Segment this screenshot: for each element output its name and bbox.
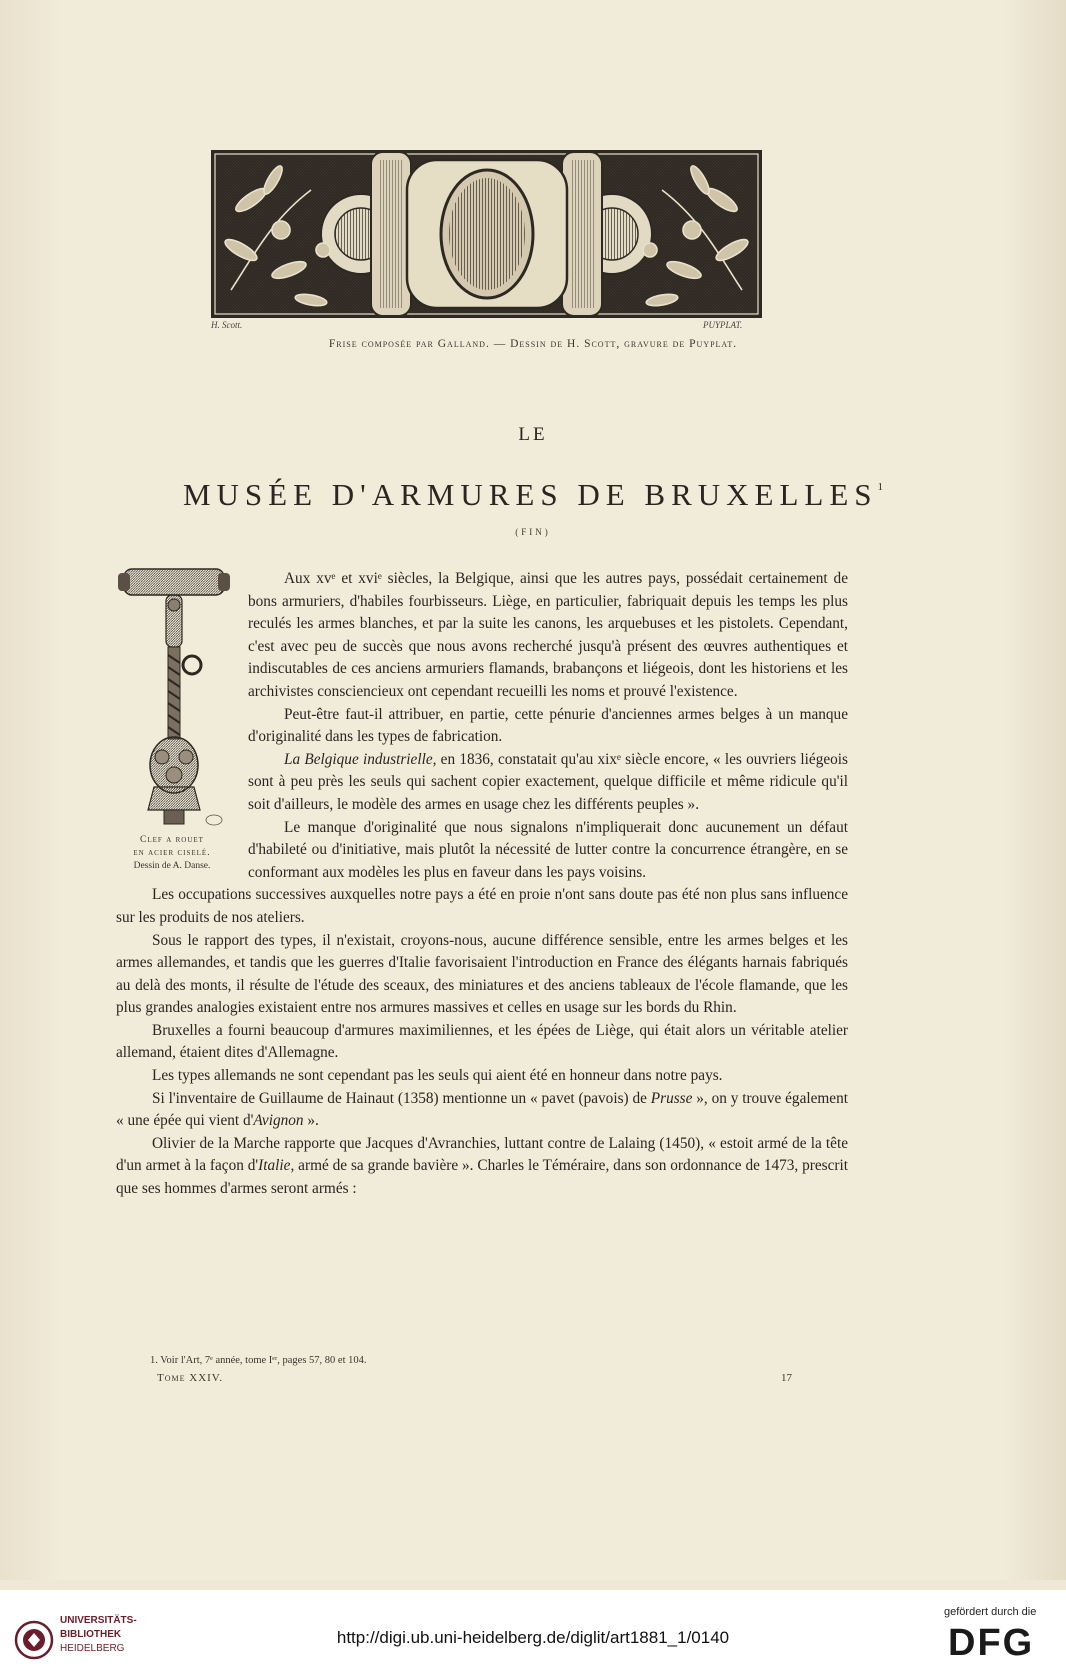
paragraph-10-part-b: , armé de sa grande bavière ». Charles le Téméraire, dans son ordonnance de 1473, prescrit que ses hommes d'armes seront armés : bbox=[116, 1157, 848, 1198]
paragraph-10-italic-italie: Italie bbox=[258, 1157, 291, 1175]
paragraph-6: Sous le rapport des types, il n'existait, croyons-nous, aucune différence sensible, entre les armes belges et les armes allemandes, et tandis que les guerres d'Italie favorisaient l'introduction en France des élégants harnais fabriqués au delà des monts, il résulte de l'étude des sceaux, des miniatures et des anciens tableaux de l'école flamande, que les plus grandes analogies existaient entre nos armures massives et celles en usage sur les bords du Rhin. bbox=[116, 931, 848, 1017]
illustration-caption-material: en acier ciselé. bbox=[133, 848, 211, 858]
illustration-caption-title: Clef a rouet bbox=[140, 835, 204, 845]
paragraph-3-text: en 1836, constatait qu'au xixᵉ siècle encore, « les ouvriers liégeois sont à peu près les seuls qui sachent copier exactement, quelque difficile et même ridicule qu'il soit d'ailleurs, le modèle des armes en usage chez les différents peuples ». bbox=[248, 750, 849, 813]
paragraph-9-part-b: », on y trouve également « une épée qui vient d' bbox=[116, 1089, 848, 1130]
paragraph-1: Aux xvᵉ et xviᵉ siècles, la Belgique, ainsi que les autres pays, possédait certainement de bons armuriers, d'habiles fourbisseurs. Liège, en particulier, fabriquait depuis les temps les plus reculés les armes blanches, et par la suite les canons, les arquebuses et les pistolets. Cependant, c'est avec peu de succès que nous avons recherché jusqu'à présent des œuvres authentiques et indiscutables de ces anciens armuriers flamands, brabançons et liégeois, dont les historiens et les archivistes consciencieux ont cependant recueilli les noms et prouvé l'existence. bbox=[248, 570, 848, 700]
article-subtitle: (FIN) bbox=[515, 527, 551, 537]
footnote: 1. Voir l'Art, 7ᵉ année, tome Iᵉʳ, pages 57, 80 et 104. bbox=[150, 1355, 367, 1366]
frieze-engraving bbox=[211, 150, 762, 318]
paragraph-8: Les types allemands ne sont cependant pas les seuls qui aient été en honneur dans notre pays. bbox=[152, 1067, 723, 1085]
paragraph-9-italic-avignon: Avignon bbox=[253, 1112, 304, 1130]
institution-line-2: BIBLIOTHEK bbox=[60, 1629, 122, 1640]
dfg-logo: DFG bbox=[948, 1622, 1035, 1664]
paragraph-3-italic: La Belgique industrielle, bbox=[284, 750, 437, 768]
institution-line-3: HEIDELBERG bbox=[60, 1643, 125, 1654]
illustration-float-space bbox=[116, 568, 248, 882]
article-title-text: MUSÉE D'ARMURES DE BRUXELLES bbox=[182, 477, 878, 512]
frieze-signature-right: PUYPLAT. bbox=[703, 320, 743, 330]
permalink-url[interactable]: http://digi.ub.uni-heidelberg.de/diglit/art1881_1/0140 bbox=[336, 1628, 730, 1647]
paragraph-2: Peut-être faut-il attribuer, en partie, cette pénurie d'anciennes armes belges à un manque d'originalité dans les types de fabrication. bbox=[248, 705, 848, 746]
article-title bbox=[0, 477, 1066, 513]
paragraph-9-part-a: Si l'inventaire de Guillaume de Hainaut (1358) mentionne un « pavet (pavois) de bbox=[152, 1089, 651, 1107]
title-footnote-marker: 1 bbox=[877, 481, 884, 493]
paragraph-10 bbox=[116, 1133, 848, 1201]
funding-label: gefördert durch die bbox=[944, 1606, 1037, 1618]
illustration-caption-credit: Dessin de A. Danse. bbox=[133, 861, 211, 871]
paragraph-10-part-a: Olivier de la Marche rapporte que Jacques d'Avranchies, luttant contre de Lalaing (1450), « estoit armé de la tête d'un armet à la façon d' bbox=[116, 1134, 848, 1175]
volume-label: Tome XXIV. bbox=[157, 1372, 224, 1384]
paragraph-9 bbox=[116, 1088, 848, 1133]
frieze-caption: Frise composée par Galland. — Dessin de H. Scott, gravure de Puyplat. bbox=[328, 338, 738, 350]
paragraph-7: Bruxelles a fourni beaucoup d'armures maximiliennes, et les épées de Liège, qui était alors un véritable atelier allemand, étaient dites d'Allemagne. bbox=[116, 1021, 848, 1062]
page-number: 17 bbox=[781, 1372, 792, 1384]
institution-line-1: UNIVERSITÄTS- bbox=[60, 1615, 137, 1626]
paragraph-5: Les occupations successives auxquelles notre pays a été en proie n'ont sans doute pas été non plus sans influence sur les produits de nos ateliers. bbox=[116, 886, 848, 926]
paragraph-9-part-c: ». bbox=[303, 1112, 319, 1130]
paragraph-9-italic-prusse: Prusse bbox=[650, 1089, 693, 1107]
article-kicker: LE bbox=[518, 424, 548, 445]
article-body bbox=[116, 568, 848, 1201]
paragraph-4: Le manque d'originalité que nous signalons n'impliquerait donc aucunement un défaut d'habileté ou d'initiative, mais plutôt la nécessité de lutter contre la concurrence étrangère, en se conformant aux modèles les plus en faveur dans les pays voisins. bbox=[248, 818, 848, 881]
frieze-signature-left: H. Scott. bbox=[211, 320, 243, 330]
